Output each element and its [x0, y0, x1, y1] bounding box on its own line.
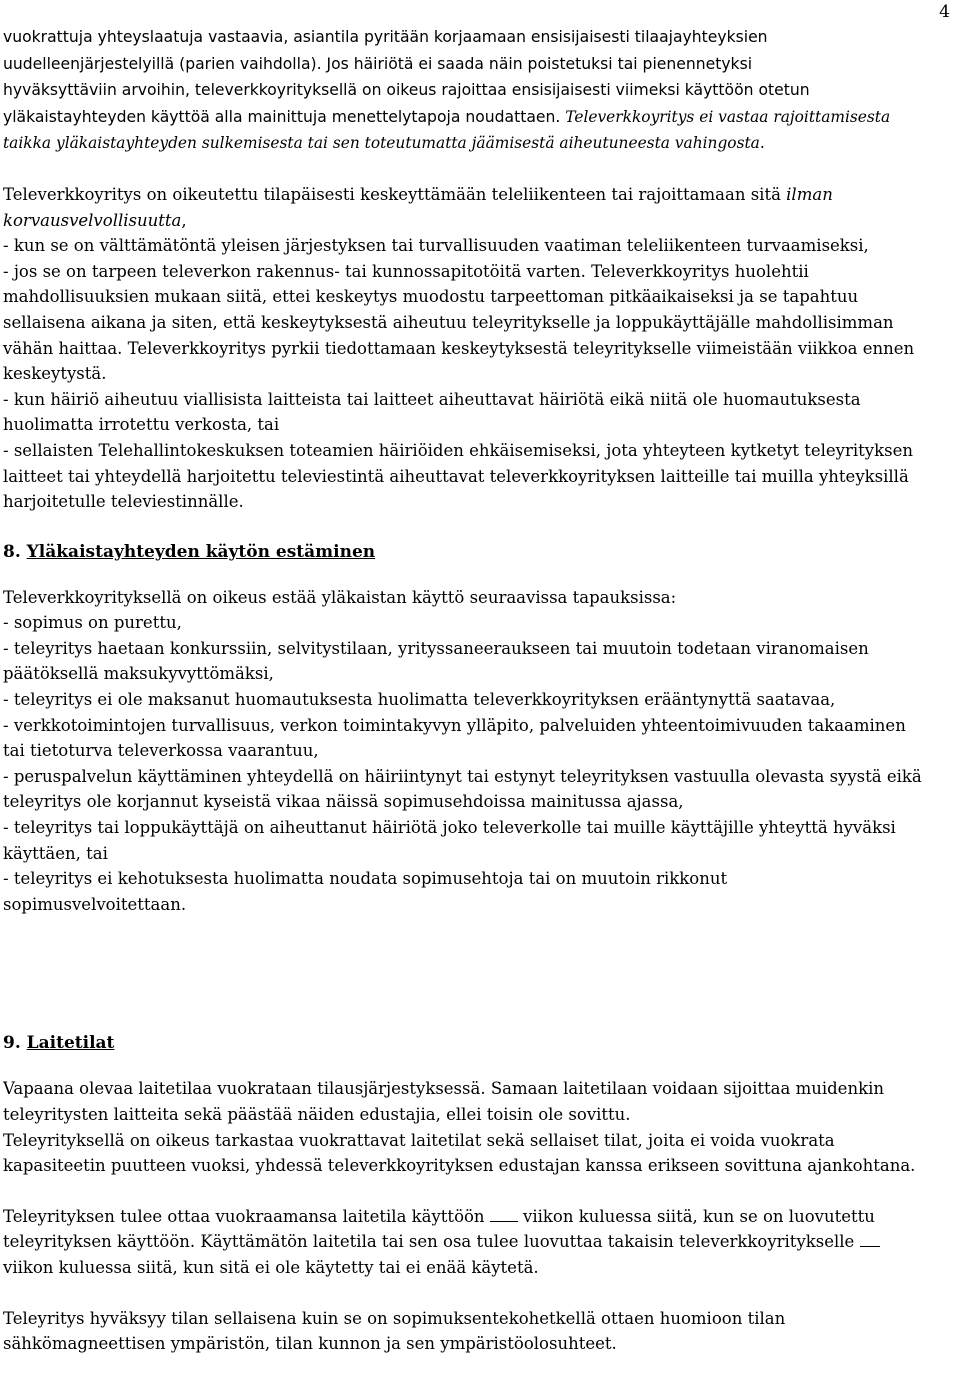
- text-line: päätöksellä maksukyvyttömäksi,: [3, 664, 274, 684]
- text-line: [3, 104, 955, 131]
- text-line: [3, 1229, 955, 1255]
- text-span: uudelleenjärjestelyillä (parien vaihdolla).: [3, 54, 327, 73]
- text-span: teleyrityksen käyttöön. Käyttämätön laitetila tai sen osa tulee luovuttaa takaisin televerkkoyritykselle: [3, 1232, 860, 1252]
- text-span: Teleyrityksen tulee ottaa vuokraamansa laitetila käyttöön: [3, 1206, 490, 1226]
- section-9-heading: [3, 1030, 955, 1056]
- text-line: teleyritysten laitteita sekä päästää näiden edustajia, ellei toisin ole sovittu.: [3, 1105, 631, 1124]
- text-span: ,: [181, 210, 187, 230]
- text-line: [3, 77, 955, 104]
- text-line: - verkkotoimintojen turvallisuus, verkon toimintakyvyn ylläpito, palveluiden yhteentoimivuuden takaaminen: [3, 715, 906, 735]
- blank-field: [860, 1232, 880, 1247]
- text-span: vuokrattuja yhteyslaatuja vastaavia, asiantila pyritään korjaamaan ensisijaisesti tilaajayhteyksien: [3, 28, 768, 46]
- text-line: Televerkkoyrityksellä on oikeus estää yläkaistan käyttö seuraavissa tapauksissa:: [3, 587, 677, 607]
- italic-text: ilman: [786, 184, 833, 204]
- section-number: 8.: [3, 541, 21, 562]
- section-title: Laitetilat: [26, 1033, 115, 1054]
- text-line: [3, 51, 955, 78]
- text-line: Teleyrityksellä on oikeus tarkastaa vuokrattavat laitetilat sekä sellaiset tilat, joita ei voida vuokrata: [3, 1130, 835, 1150]
- blank-field: [490, 1207, 518, 1222]
- text-span: viikon kuluessa siitä, kun se on luovutettu: [517, 1206, 875, 1226]
- document-page: [3, 24, 955, 1357]
- text-span: hyväksyttäviin arvoihin, televerkkoyrityksellä on oikeus rajoittaa ensisijaisesti viimeksi käyttöön otetun: [3, 81, 810, 100]
- text-line: keskeytystä.: [3, 364, 107, 384]
- text-line: - sellaisten Telehallintokeskuksen toteamien häiriöiden ehkäisemiseksi, jota yhteyteen kytketyt teleyrityksen: [3, 440, 913, 460]
- text-line: käyttäen, tai: [3, 843, 108, 863]
- text-line: - kun se on välttämätöntä yleisen järjestyksen tai turvallisuuden vaatiman teleliikenteen turvaamiseksi,: [3, 236, 869, 256]
- text-line: sähkömagneettisen ympäristön, tilan kunnon ja sen ympäristöolosuhteet.: [3, 1334, 617, 1354]
- text-line: - peruspalvelun käyttäminen yhteydellä on häiriintynyt tai estynyt teleyrityksen vastuulla olevasta syystä eikä: [3, 766, 922, 786]
- section-8-heading: [3, 539, 955, 565]
- text-line: - teleyritys haetaan konkurssiin, selvitystilaan, yrityssaneeraukseen tai muutoin todetaan viranomaisen: [3, 638, 869, 658]
- section-number: 9.: [3, 1033, 21, 1054]
- section-title: Yläkaistayhteyden käytön estäminen: [26, 541, 376, 562]
- text-line: Vapaana olevaa laitetilaa vuokrataan tilausjärjestyksessä. Samaan laitetilaan voidaan sijoittaa muidenkin: [3, 1079, 884, 1099]
- section-8-body: [3, 585, 955, 918]
- paragraph-acceptance: [3, 1306, 955, 1357]
- italic-text: taikka yläkaistayhteyden sulkemisesta tai sen toteutumatta jäämisestä aiheutuneesta vahingosta.: [3, 134, 765, 153]
- text-line: sopimusvelvoitettaan.: [3, 894, 187, 914]
- text-line: [3, 208, 955, 234]
- text-line: huolimatta irrotettu verkosta, tai: [3, 415, 280, 435]
- text-span: Televerkkoyritys on oikeutettu tilapäisesti keskeyttämään teleliikenteen tai rajoittamaan sitä: [3, 184, 787, 204]
- section-9-body: [3, 1076, 955, 1356]
- paragraph-restriction: [3, 24, 955, 157]
- text-line: tai tietoturva televerkossa vaarantuu,: [3, 741, 319, 761]
- text-line: - sopimus on purettu,: [3, 613, 182, 633]
- text-line: teleyritys ole korjannut kyseistä vikaa näissä sopimusehdoissa mainitussa ajassa,: [3, 792, 684, 812]
- text-line: [3, 24, 955, 51]
- text-line: Teleyritys hyväksyy tilan sellaisena kuin se on sopimuksentekohetkellä ottaen huomioon tilan: [3, 1308, 786, 1328]
- text-line: sellaisena aikana ja siten, että keskeytyksestä aiheutuu teleyritykselle ja loppukäyttäjälle mahdollisimman: [3, 312, 894, 332]
- text-line: [3, 182, 955, 208]
- text-line: laitteet tai yhteydellä harjoitettu televiestintä aiheuttavat televerkkoyrityksen laitteille tai muilla yhteyksillä: [3, 466, 909, 486]
- text-line: harjoitetulle televiestinnälle.: [3, 492, 244, 512]
- text-line: - teleyritys ei ole maksanut huomautuksesta huolimatta televerkkoyrityksen erääntynyttä saatavaa,: [3, 690, 836, 710]
- page-number: 4: [939, 2, 950, 22]
- text-line: kapasiteetin puutteen vuoksi, yhdessä televerkkoyrityksen edustajan kanssa erikseen sovittuna ajankohtana.: [3, 1156, 916, 1176]
- paragraph-interruption: [3, 182, 955, 515]
- text-line: viikon kuluessa siitä, kun sitä ei ole käytetty tai ei enää käytetä.: [3, 1257, 539, 1277]
- text-line: - teleyritys ei kehotuksesta huolimatta noudata sopimusehtoja tai on muutoin rikkonut: [3, 869, 728, 889]
- text-span: Jos häiriötä ei saada näin poistetuksi tai pienennetyksi: [326, 54, 753, 73]
- text-line: [3, 1204, 955, 1230]
- text-line: - kun häiriö aiheutuu viallisista laitteista tai laitteet aiheuttavat häiriötä eikä niitä ole huomautuksesta: [3, 389, 861, 409]
- italic-text: korvausvelvollisuutta: [3, 210, 182, 230]
- text-line: vähän haittaa. Televerkkoyritys pyrkii tiedottamaan keskeytyksestä teleyritykselle viimeistään viikkoa ennen: [3, 338, 915, 358]
- text-line: - jos se on tarpeen televerkon rakennus- tai kunnossapitotöitä varten. Televerkkoyritys huolehtii: [3, 261, 809, 281]
- paragraph-space-usage: [3, 1204, 955, 1281]
- text-line: - teleyritys tai loppukäyttäjä on aiheuttanut häiriötä joko televerkolle tai muille käyttäjille yhteyttä hyväksi: [3, 818, 896, 838]
- italic-text: Televerkkoyritys ei vastaa rajoittamisesta: [565, 107, 891, 126]
- text-line: [3, 130, 955, 157]
- text-line: mahdollisuuksien mukaan siitä, ettei keskeytys muodostu tarpeettoman pitkäaikaiseksi ja se tapahtuu: [3, 287, 859, 307]
- text-span: yläkaistayhteyden käyttöä alla mainittuja menettelytapoja noudattaen.: [3, 107, 566, 126]
